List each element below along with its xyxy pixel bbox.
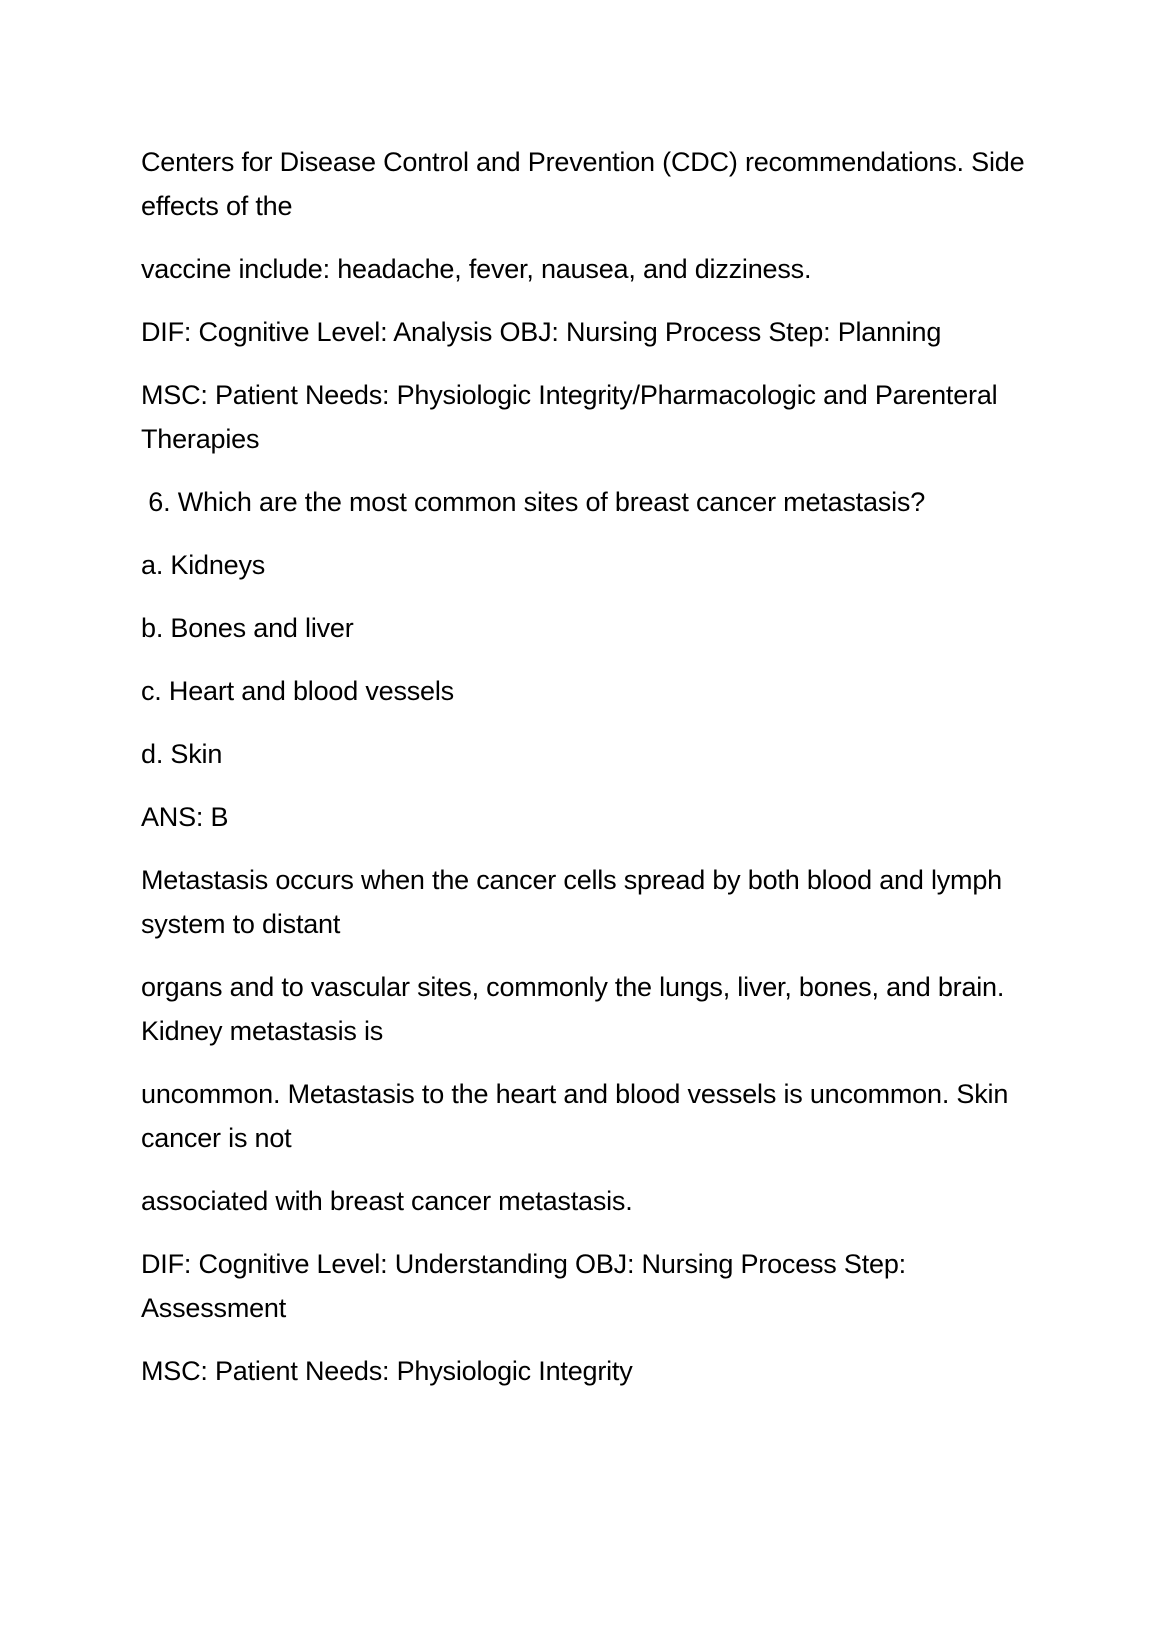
paragraph-dif-analysis: DIF: Cognitive Level: Analysis OBJ: Nursing Process Step: Planning bbox=[141, 317, 942, 347]
paragraph-cdc-recommendations: Centers for Disease Control and Prevention (CDC) recommendations. Side effects of the bbox=[141, 147, 1025, 221]
option-b: b. Bones and liver bbox=[141, 613, 354, 643]
rationale-part-3: uncommon. Metastasis to the heart and blood vessels is uncommon. Skin cancer is not bbox=[141, 1079, 1009, 1153]
paragraph-vaccine-side-effects: vaccine include: headache, fever, nausea, and dizziness. bbox=[141, 254, 812, 284]
option-d: d. Skin bbox=[141, 739, 223, 769]
paragraph-msc-physiologic: MSC: Patient Needs: Physiologic Integrity bbox=[141, 1356, 633, 1386]
answer: ANS: B bbox=[141, 802, 229, 832]
question-6: 6. Which are the most common sites of breast cancer metastasis? bbox=[141, 487, 926, 517]
rationale-part-1: Metastasis occurs when the cancer cells spread by both blood and lymph system to distant bbox=[141, 865, 1002, 939]
option-a: a. Kidneys bbox=[141, 550, 266, 580]
option-c: c. Heart and blood vessels bbox=[141, 676, 454, 706]
paragraph-dif-understanding: DIF: Cognitive Level: Understanding OBJ: Nursing Process Step: Assessment bbox=[141, 1249, 906, 1323]
rationale-part-4: associated with breast cancer metastasis. bbox=[141, 1186, 633, 1216]
document-body bbox=[141, 140, 1041, 1412]
rationale-part-2: organs and to vascular sites, commonly the lungs, liver, bones, and brain. Kidney metastasis is bbox=[141, 972, 1005, 1046]
paragraph-msc-pharmacologic: MSC: Patient Needs: Physiologic Integrity/Pharmacologic and Parenteral Therapies bbox=[141, 380, 998, 454]
